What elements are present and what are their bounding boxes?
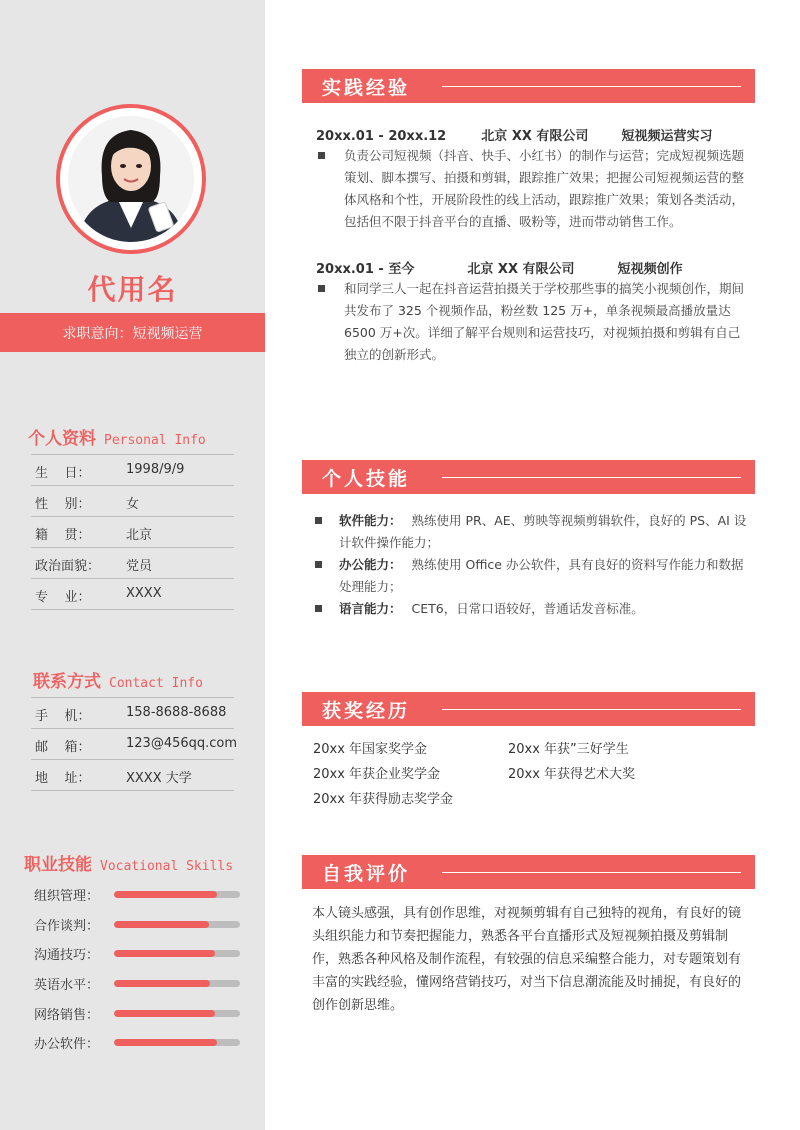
header-divider	[442, 477, 741, 478]
bullet-square	[318, 152, 325, 159]
experience-description: 负责公司短视频（抖音、快手、小红书）的制作与运营；完成短视频选题策划、脚本撰写、拍摄和剪辑，跟踪推广效果；把握公司短视频运营的整体风格和个性，开展阶段性的线上活动，跟踪推广效果；策划各类活动，包括但不限于抖音平台的直播、吸粉等，进而带动销售工作。	[344, 148, 745, 229]
award-item: 20xx 年获企业奖学金	[313, 767, 441, 782]
info-row-gender	[31, 485, 234, 516]
award-item: 20xx 年获得励志奖学金	[313, 792, 454, 807]
header-divider	[442, 872, 741, 873]
skill-bar	[114, 950, 240, 957]
experience-period: 20xx.01 - 20xx.12	[316, 129, 447, 144]
skills-list	[313, 510, 753, 620]
skill-row-english	[34, 974, 244, 992]
experience-entry-2-desc	[316, 278, 746, 366]
skill-row-organization	[34, 885, 244, 903]
skill-bar	[114, 1010, 240, 1017]
skill-name: 办公能力：	[339, 557, 402, 572]
experience-entry-1-desc	[316, 145, 746, 233]
candidate-name: 代用名	[87, 273, 178, 306]
skill-bar-fill	[114, 1010, 215, 1017]
skills-section-header	[302, 460, 755, 494]
skill-label: 沟通技巧：	[34, 948, 100, 963]
skill-label: 英语水平：	[34, 978, 100, 993]
skill-item-office	[313, 554, 753, 598]
info-value: 女	[126, 497, 140, 512]
experience-role: 短视频创作	[617, 262, 683, 277]
skill-row-communication	[34, 944, 244, 962]
skill-item-language	[313, 598, 753, 620]
skill-label: 办公软件：	[34, 1037, 100, 1052]
self-evaluation-text: 本人镜头感强，具有创作思维，对视频剪辑有自己独特的视角，有良好的镜头组织能力和节奏把握能力，熟悉各平台直播形式及短视频拍摄及剪辑制作，熟悉各种风格及制作流程，有较强的信息采编整合能力，对专题策划有丰富的实践经验，懂网络营销技巧，对当下信息潮流能及时捕捉，有良好的创作创新思维。	[312, 906, 742, 1013]
self-evaluation-section-header	[302, 855, 755, 889]
avatar	[68, 116, 194, 242]
self-evaluation-title: 自我评价	[322, 863, 411, 885]
experience-company: 北京 XX 有限公司	[481, 129, 589, 144]
contact-info-heading-cn: 联系方式	[33, 672, 101, 692]
info-label: 籍 贯：	[35, 528, 91, 543]
info-label: 地 址：	[35, 771, 91, 786]
info-label: 生 日：	[35, 466, 91, 481]
experience-title: 实践经验	[322, 77, 411, 99]
skill-row-online-sales	[34, 1004, 244, 1022]
bullet-square	[315, 605, 322, 612]
info-row-major	[31, 578, 234, 610]
experience-entry-2-header	[316, 258, 683, 277]
info-label: 性 别：	[35, 497, 91, 512]
info-row-phone	[31, 697, 234, 728]
experience-description: 和同学三人一起在抖音运营拍摄关于学校那些事的搞笑小视频创作，期间共发布了 325 个视频作品，粉丝数 125 万+，单条视频最高播放量达 6500 万+次。详细了解平台规则和运营技巧，对视频拍摄和剪辑有自己独立的创新形式。	[344, 281, 745, 362]
job-intent-label: 求职意向：短视频运营	[62, 325, 203, 342]
skill-bar-fill	[114, 950, 215, 957]
skill-bar	[114, 891, 240, 898]
info-value: 1998/9/9	[126, 462, 185, 477]
award-item: 20xx 年获”三好学生	[508, 742, 629, 757]
award-item: 20xx 年获得艺术大奖	[508, 767, 636, 782]
skill-bar	[114, 980, 240, 987]
info-row-political-status	[31, 547, 234, 578]
skill-label: 合作谈判：	[34, 919, 100, 934]
awards-title: 获奖经历	[322, 700, 411, 722]
skill-bar	[114, 1039, 240, 1046]
contact-info-heading	[33, 667, 203, 692]
skill-bar-fill	[114, 980, 210, 987]
info-value: XXXX	[126, 586, 162, 601]
info-row-email	[31, 728, 238, 759]
header-divider	[442, 86, 741, 87]
avatar-frame	[56, 104, 206, 254]
personal-info-heading-en: Personal Info	[104, 433, 206, 448]
skills-title: 个人技能	[322, 468, 411, 490]
info-value: 158-8688-8688	[126, 705, 227, 720]
job-intent-bar	[0, 313, 265, 352]
contact-info-heading-en: Contact Info	[109, 676, 203, 691]
award-item: 20xx 年国家奖学金	[313, 742, 428, 757]
info-row-birthday	[31, 454, 234, 485]
info-label: 手 机：	[35, 709, 91, 724]
contact-info-list	[31, 697, 238, 791]
skill-bar	[114, 921, 240, 928]
info-value: 党员	[126, 559, 153, 574]
info-label: 专 业：	[35, 590, 91, 605]
skill-bar-fill	[114, 891, 217, 898]
experience-role: 短视频运营实习	[621, 129, 713, 144]
experience-section-header	[302, 69, 755, 103]
info-row-address	[31, 759, 234, 791]
skill-label: 组织管理：	[34, 889, 100, 904]
bullet-square	[315, 561, 322, 568]
info-value: 北京	[126, 528, 153, 543]
header-divider	[442, 709, 741, 710]
skill-item-software	[313, 510, 753, 554]
skill-bar-fill	[114, 1039, 217, 1046]
info-label: 政治面貌：	[35, 559, 101, 574]
skill-label: 网络销售：	[34, 1008, 100, 1023]
vocational-skills-heading-cn: 职业技能	[24, 855, 92, 875]
skill-desc: 熟练使用 Office 办公软件，具有良好的资料写作能力和数据处理能力；	[339, 557, 744, 594]
experience-company: 北京 XX 有限公司	[467, 262, 575, 277]
skill-bar-fill	[114, 921, 209, 928]
awards-section-header	[302, 692, 755, 726]
skill-row-office-software	[34, 1033, 244, 1051]
bullet-square	[315, 517, 322, 524]
personal-info-list	[31, 454, 234, 610]
info-label: 邮 箱：	[35, 740, 91, 755]
vocational-skills-heading	[24, 850, 233, 875]
personal-info-heading-cn: 个人资料	[28, 429, 96, 449]
skill-desc: 熟练使用 PR、AE、剪映等视频剪辑软件，良好的 PS、AI 设计软件操作能力；	[339, 513, 747, 550]
sidebar	[0, 0, 265, 1130]
skill-name: 软件能力：	[339, 513, 402, 528]
info-value: 123@456qq.com	[126, 736, 238, 751]
bullet-square	[318, 285, 325, 292]
personal-info-heading	[28, 424, 206, 449]
info-value: XXXX 大学	[126, 771, 192, 786]
experience-entry-1-header	[316, 125, 712, 144]
skill-row-negotiation	[34, 915, 244, 933]
info-row-hometown	[31, 516, 234, 547]
experience-period: 20xx.01 - 至今	[316, 262, 415, 277]
vocational-skills-heading-en: Vocational Skills	[100, 859, 234, 874]
skill-desc: CET6，日常口语较好，普通话发音标准。	[411, 601, 644, 616]
skill-name: 语言能力：	[339, 601, 402, 616]
